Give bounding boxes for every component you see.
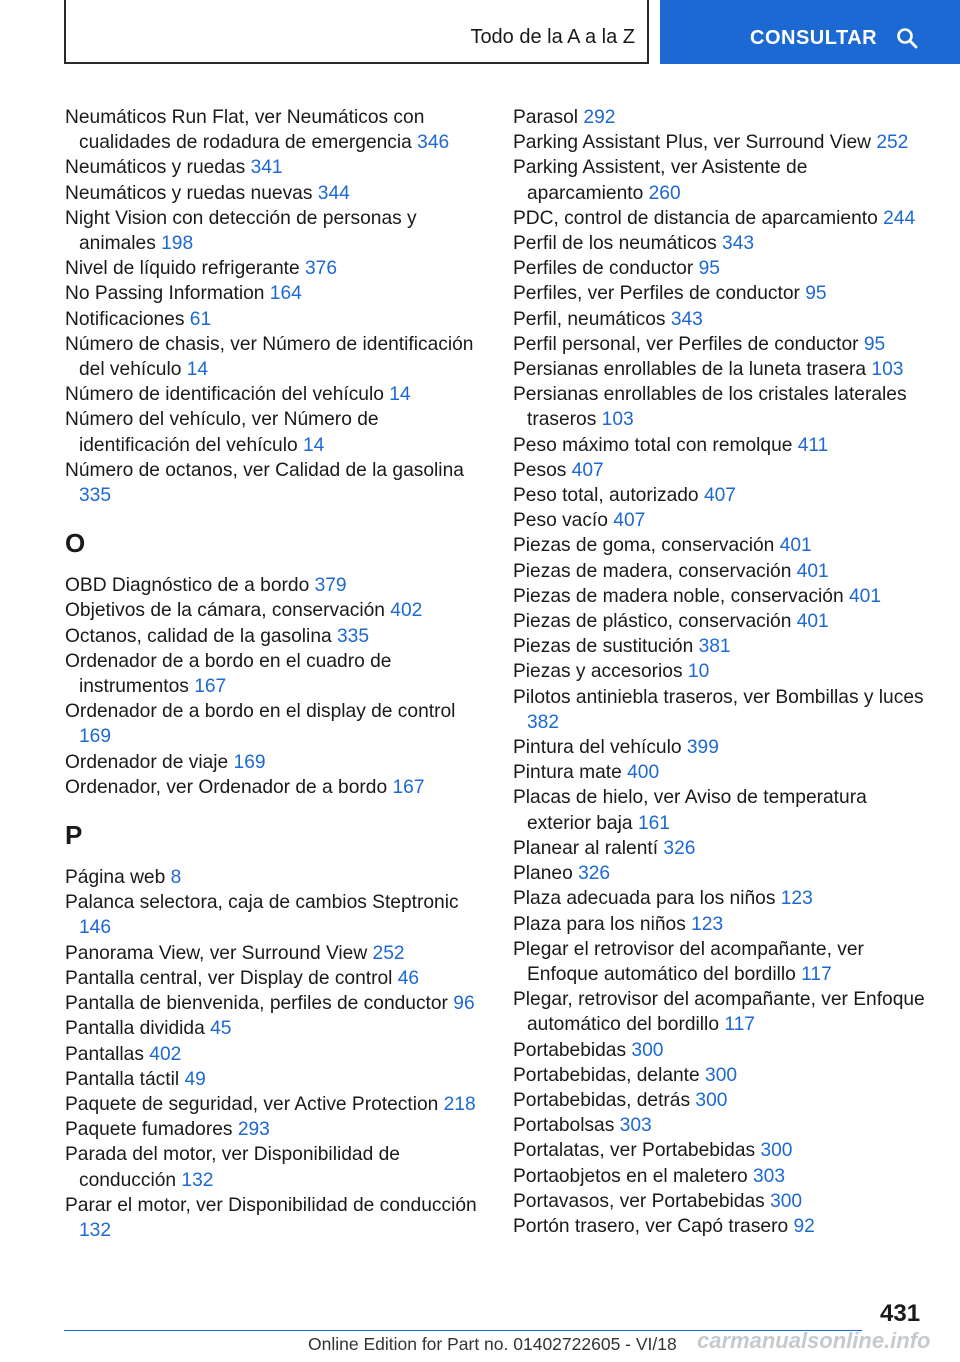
index-entry — [65, 382, 485, 407]
page-link[interactable]: 169 — [79, 726, 112, 748]
index-entry — [513, 433, 928, 458]
index-entry — [65, 105, 485, 155]
page-link[interactable]: 401 — [779, 535, 812, 557]
index-entry — [513, 937, 928, 987]
index-entry-text: Portabebidas, delante — [513, 1064, 700, 1086]
page-link[interactable]: 8 — [170, 867, 182, 889]
index-entry — [513, 458, 928, 483]
page-link[interactable]: 95 — [863, 333, 886, 355]
search-tab[interactable] — [660, 0, 960, 64]
watermark-logo: carmanualsonline.info — [697, 1328, 931, 1353]
index-entry — [65, 890, 485, 940]
page-link[interactable]: 346 — [417, 132, 450, 154]
page-link[interactable]: 300 — [695, 1089, 728, 1111]
index-entry — [65, 155, 485, 180]
index-entry — [65, 206, 485, 256]
index-entry-text: Ordenador de viaje — [65, 751, 229, 773]
index-entry — [513, 559, 928, 584]
index-entry-text: Número de octanos, ver Calidad de la gasolina — [65, 459, 464, 481]
page-link[interactable]: 252 — [876, 132, 909, 154]
page-link[interactable]: 399 — [686, 737, 719, 759]
index-entry-text: Ordenador de a bordo en el display de control — [65, 701, 456, 723]
index-entry-text: Portabolsas — [513, 1115, 615, 1137]
index-entry — [65, 332, 485, 382]
index-entry-text: Persianas enrollables de la luneta trasera — [513, 359, 867, 381]
page-link[interactable]: 381 — [698, 636, 731, 658]
index-entry-text: Parasol — [513, 107, 579, 128]
index-entry-text: Pilotos antiniebla traseros, ver Bombillas y luces — [513, 686, 924, 708]
index-entry — [65, 458, 485, 508]
index-entry-text: Parking Assistant Plus, ver Surround View — [513, 132, 871, 154]
index-entry-text: Peso máximo total con remolque — [513, 434, 793, 456]
index-entry — [513, 861, 928, 886]
index-entry-text: Página web — [65, 867, 166, 889]
index-entry-text: Panorama View, ver Surround View — [65, 942, 368, 964]
page-link[interactable]: 49 — [184, 1068, 206, 1090]
index-entry-text: Ordenador de a bordo en el cuadro de instrumentos — [65, 650, 392, 698]
index-entry-text: Plegar el retrovisor del acompañante, ver Enfoque automático del bordillo — [513, 938, 864, 985]
index-entry-text: Piezas de goma, conservación — [513, 535, 775, 557]
index-entry — [65, 573, 485, 598]
page-link[interactable]: 92 — [793, 1215, 815, 1237]
page-link[interactable]: 407 — [703, 485, 736, 507]
page-link[interactable]: 335 — [79, 485, 112, 507]
page-link[interactable]: 167 — [392, 776, 425, 798]
index-entry — [513, 206, 928, 231]
page-link[interactable]: 326 — [663, 837, 696, 859]
index-entry-text: Peso vacío — [513, 510, 608, 532]
page-link[interactable]: 132 — [181, 1169, 214, 1191]
page-link[interactable]: 402 — [390, 600, 423, 622]
index-tab-label: Todo de la A a la Z — [470, 26, 635, 48]
index-entry — [513, 886, 928, 911]
index-entry — [65, 966, 485, 991]
index-entry-text: Piezas y accesorios — [513, 661, 683, 683]
index-entry-text: Portón trasero, ver Capó trasero — [513, 1215, 789, 1237]
index-entry — [513, 1189, 928, 1214]
index-entry-text: Perfil, neumáticos — [513, 308, 666, 330]
index-entry-text: Planeo — [513, 863, 573, 885]
page-link[interactable]: 167 — [194, 676, 227, 698]
index-entry — [65, 1067, 485, 1092]
page-link[interactable]: 326 — [578, 863, 611, 885]
index-entry — [65, 281, 485, 306]
page-link[interactable]: 260 — [648, 182, 681, 204]
index-entry-text: Palanca selectora, caja de cambios Steptronic — [65, 892, 459, 914]
index-entry-text: Pintura mate — [513, 762, 622, 784]
page-link[interactable]: 14 — [389, 384, 411, 406]
page-link[interactable]: 14 — [303, 434, 325, 456]
index-entry-text: Perfil personal, ver Perfiles de conductor — [513, 333, 859, 355]
page-link[interactable]: 123 — [691, 913, 724, 935]
index-entry — [65, 624, 485, 649]
index-entry-text: Perfiles, ver Perfiles de conductor — [513, 283, 800, 305]
index-entry-text: Portabebidas, detrás — [513, 1089, 691, 1111]
page-link[interactable]: 300 — [760, 1140, 793, 1162]
index-entry-text: Pesos — [513, 459, 567, 481]
index-entry — [513, 836, 928, 861]
page-link[interactable]: 132 — [79, 1219, 112, 1241]
index-entry-text: Perfiles de conductor — [513, 258, 694, 280]
index-entry — [513, 1113, 928, 1138]
index-entry-text: Plaza para los niños — [513, 913, 686, 935]
index-entry-text: Piezas de sustitución — [513, 636, 694, 658]
page-link[interactable]: 411 — [797, 434, 829, 456]
index-entry-text: No Passing Information — [65, 283, 265, 305]
page-link[interactable]: 400 — [627, 762, 660, 784]
index-entry — [513, 231, 928, 256]
index-entry — [65, 407, 485, 457]
index-entry-text: Número de chasis, ver Número de identificación del vehículo — [65, 333, 474, 381]
index-entry — [513, 105, 928, 130]
index-entry-text: Neumáticos y ruedas nuevas — [65, 182, 313, 204]
page-link[interactable]: 96 — [453, 993, 475, 1015]
index-entry — [513, 1138, 928, 1163]
index-entry-text: Neumáticos y ruedas — [65, 157, 246, 179]
page-link[interactable]: 300 — [705, 1064, 738, 1086]
index-entry — [65, 1092, 485, 1117]
index-entry — [513, 533, 928, 558]
page-link[interactable]: 161 — [637, 812, 670, 834]
index-entry — [513, 357, 928, 382]
page-link[interactable]: 14 — [186, 359, 209, 381]
index-entry-text: Parada del motor, ver Disponibilidad de conducción — [65, 1144, 400, 1191]
index-entry-text: PDC, control de distancia de aparcamiento — [513, 207, 878, 229]
page-link[interactable]: 169 — [233, 751, 266, 773]
index-entry-text: Paquete de seguridad, ver Active Protection — [65, 1093, 439, 1115]
index-entry-text: Placas de hielo, ver Aviso de temperatura exterior baja — [513, 787, 867, 834]
section-letter-heading: O — [65, 528, 86, 559]
index-entry-text: Piezas de madera, conservación — [513, 560, 792, 582]
index-entry-text: Portabebidas — [513, 1039, 627, 1061]
page-link[interactable]: 303 — [619, 1115, 652, 1137]
index-entry-text: OBD Diagnóstico de a bordo — [65, 575, 310, 597]
index-entry-text: Planear al ralentí — [513, 837, 659, 859]
index-entry — [513, 685, 928, 735]
index-entry — [513, 987, 928, 1037]
page-link[interactable]: 407 — [571, 459, 604, 481]
page-link[interactable]: 117 — [724, 1014, 755, 1036]
index-entry — [513, 634, 928, 659]
index-entry-text: Octanos, calidad de la gasolina — [65, 625, 332, 647]
index-entry — [513, 483, 928, 508]
index-entry — [513, 1214, 928, 1239]
page-link[interactable]: 103 — [871, 359, 904, 381]
page-link[interactable]: 164 — [269, 283, 302, 305]
index-tab[interactable] — [64, 0, 649, 64]
page-link[interactable]: 198 — [161, 233, 194, 255]
index-entry — [65, 1142, 485, 1192]
index-entry-text: Pantalla táctil — [65, 1068, 180, 1090]
index-entry — [513, 155, 928, 205]
page-link[interactable]: 103 — [601, 409, 634, 431]
page-link[interactable]: 401 — [796, 560, 829, 582]
index-entry-text: Night Vision con detección de personas y animales — [65, 207, 417, 255]
index-entry — [65, 1042, 485, 1067]
index-entry-text: Piezas de plástico, conservación — [513, 611, 792, 633]
search-tab-label: CONSULTAR — [750, 27, 878, 49]
index-entry — [513, 1164, 928, 1189]
index-entry — [513, 1063, 928, 1088]
index-entry — [513, 256, 928, 281]
page-link[interactable]: 343 — [670, 308, 703, 330]
index-entry — [65, 1016, 485, 1041]
index-entry — [65, 1193, 485, 1243]
index-entry — [513, 760, 928, 785]
page-link[interactable]: 335 — [337, 625, 370, 647]
page-link[interactable]: 117 — [801, 963, 832, 985]
page-link[interactable]: 95 — [698, 258, 720, 280]
page-link[interactable]: 401 — [849, 585, 882, 607]
page-link[interactable]: 293 — [237, 1119, 270, 1141]
index-entry — [513, 584, 928, 609]
index-entry-text: Pantalla central, ver Display de control — [65, 967, 393, 989]
page-link[interactable]: 401 — [796, 611, 829, 633]
index-entry — [65, 1117, 485, 1142]
index-column-left — [65, 105, 485, 1243]
index-entry-text: Portavasos, ver Portabebidas — [513, 1190, 765, 1212]
index-entry — [513, 332, 928, 357]
search-icon[interactable] — [896, 27, 918, 49]
index-entry-text: Perfil de los neumáticos — [513, 233, 717, 255]
page-link[interactable]: 407 — [613, 510, 646, 532]
index-entry-text: Objetivos de la cámara, conservación — [65, 600, 385, 622]
index-entry — [65, 991, 485, 1016]
page-number: 431 — [880, 1300, 921, 1327]
index-entry-text: Paquete fumadores — [65, 1119, 233, 1141]
index-entry-text: Plegar, retrovisor del acompañante, ver Enfoque automático del bordillo — [513, 989, 925, 1036]
index-entry-text: Pantalla dividida — [65, 1018, 205, 1040]
index-entry-text: Persianas enrollables de los cristales laterales traseros — [513, 384, 907, 431]
page-link[interactable]: 303 — [753, 1165, 786, 1187]
index-entry-text: Portalatas, ver Portabebidas — [513, 1140, 756, 1162]
page-link[interactable]: 46 — [397, 967, 420, 989]
index-entry-text: Número de identificación del vehículo — [65, 384, 384, 406]
page-link[interactable]: 379 — [314, 575, 347, 597]
index-entry — [65, 256, 485, 281]
index-entry — [513, 1088, 928, 1113]
index-entry-text: Ordenador, ver Ordenador de a bordo — [65, 776, 388, 798]
index-entry-text: Peso total, autorizado — [513, 485, 699, 507]
index-entry-text: Pantallas — [65, 1043, 144, 1065]
page-link[interactable]: 300 — [631, 1039, 664, 1061]
index-entry — [513, 130, 928, 155]
page-link[interactable]: 123 — [780, 888, 813, 910]
page-link[interactable]: 218 — [443, 1093, 476, 1115]
index-entry-text: Parar el motor, ver Disponibilidad de conducción — [65, 1194, 477, 1216]
index-entry-text: Pantalla de bienvenida, perfiles de conductor — [65, 993, 448, 1015]
index-entry — [513, 659, 928, 684]
index-entry-text: Parking Assistent, ver Asistente de aparcamiento — [513, 157, 808, 204]
index-entry-text: Plaza adecuada para los niños — [513, 888, 776, 910]
page-link[interactable]: 300 — [770, 1190, 803, 1212]
page-link[interactable]: 10 — [687, 661, 710, 683]
edition-note: Online Edition for Part no. 01402722605 - VI/18 — [308, 1334, 677, 1354]
page-link[interactable]: 252 — [372, 942, 405, 964]
index-entry — [513, 785, 928, 835]
page-link[interactable]: 343 — [722, 233, 755, 255]
index-entry-text: Número del vehículo, ver Número de identificación del vehículo — [65, 409, 379, 456]
page-link[interactable]: 146 — [79, 917, 112, 939]
section-letter-heading: P — [65, 820, 83, 851]
index-entry-text: Piezas de madera noble, conservación — [513, 585, 844, 607]
index-entry — [513, 508, 928, 533]
index-entry — [65, 181, 485, 206]
page-link[interactable]: 95 — [805, 283, 827, 305]
index-entry — [65, 699, 485, 749]
index-entry — [513, 735, 928, 760]
page-link[interactable]: 376 — [305, 258, 338, 280]
page-link[interactable]: 61 — [189, 308, 212, 330]
page-link[interactable]: 402 — [149, 1043, 182, 1065]
page-link[interactable]: 244 — [883, 207, 916, 229]
index-entry — [513, 912, 928, 937]
index-column-right — [513, 105, 928, 1239]
index-entry — [513, 609, 928, 634]
index-entry — [513, 307, 928, 332]
index-entry — [65, 307, 485, 332]
index-entry — [65, 865, 485, 890]
index-entry-text: Pintura del vehículo — [513, 737, 682, 759]
index-entry — [65, 941, 485, 966]
index-entry — [65, 775, 485, 800]
index-entry-text: Portaobjetos en el maletero — [513, 1165, 748, 1187]
index-entry — [65, 750, 485, 775]
index-entry-text: Nivel de líquido refrigerante — [65, 258, 300, 280]
page-link[interactable]: 344 — [317, 182, 350, 204]
index-entry — [65, 598, 485, 623]
index-entry — [65, 649, 485, 699]
index-entry-text: Notificaciones — [65, 308, 185, 330]
page-link[interactable]: 292 — [583, 107, 616, 128]
page-link[interactable]: 382 — [527, 711, 560, 733]
page-link[interactable]: 341 — [250, 157, 283, 179]
page-link[interactable]: 45 — [210, 1018, 232, 1040]
index-entry — [513, 1038, 928, 1063]
index-entry — [513, 382, 928, 432]
index-entry-text: Neumáticos Run Flat, ver Neumáticos con cualidades de rodadura de emergencia — [65, 107, 425, 154]
index-entry — [513, 281, 928, 306]
